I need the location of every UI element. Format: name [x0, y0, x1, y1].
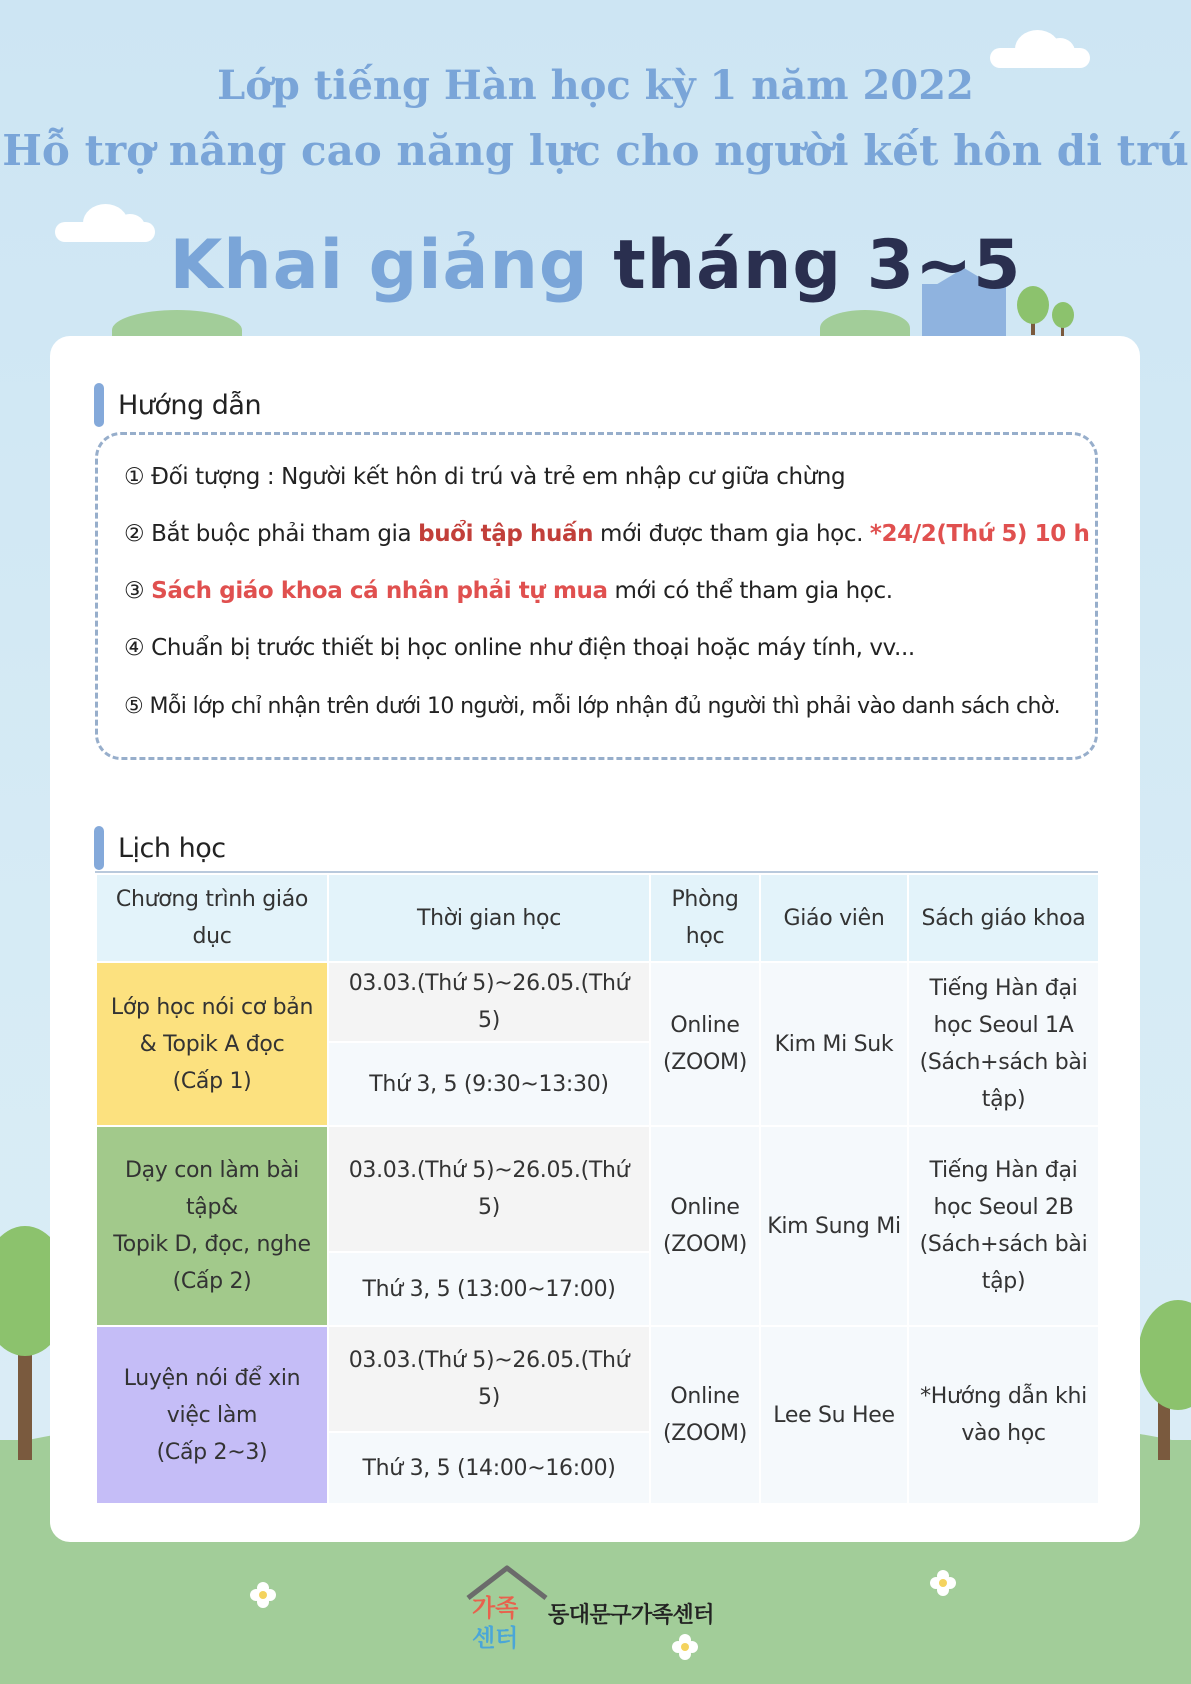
- title-line-3: [0, 226, 1191, 305]
- col-header-time: Thời gian học: [328, 874, 650, 962]
- flower-icon: [928, 1568, 958, 1598]
- book-cell: Tiếng Hàn đại học Seoul 2B (Sách+sách bài tập): [908, 1126, 1099, 1326]
- item-text-red: Sách giáo khoa cá nhân phải tự mua: [151, 578, 608, 604]
- section-bar: [94, 826, 104, 870]
- guide-item-3: [124, 578, 893, 604]
- guide-item-4: [124, 635, 915, 661]
- title-line-2: Hỗ trợ nâng cao năng lực cho người kết hôn di trú: [2, 126, 1189, 175]
- item-text-bold: buổi tập huấn: [418, 521, 594, 547]
- col-header-room: Phòng học: [650, 874, 760, 962]
- section-bar: [94, 383, 104, 427]
- date-cell: 03.03.(Thứ 5)~26.05.(Thứ 5): [328, 962, 650, 1042]
- teacher-cell: Lee Su Hee: [760, 1326, 908, 1504]
- guide-section-header: [94, 383, 261, 427]
- time-cell: Thứ 3, 5 (14:00~16:00): [328, 1432, 650, 1504]
- item-text: Mỗi lớp chỉ nhận trên dưới 10 người, mỗi lớp nhận đủ người thì phải vào danh sách chờ.: [149, 694, 1061, 719]
- program-cell: Luyện nói để xin việc làm (Cấp 2~3): [96, 1326, 328, 1504]
- table-row: [96, 962, 1099, 1042]
- title-highlight: Khai giảng: [169, 226, 589, 305]
- item-text-post: mới được tham gia học.: [593, 521, 870, 547]
- room-cell: Online (ZOOM): [650, 1126, 760, 1326]
- org-name: 동대문구가족센터: [548, 1603, 715, 1628]
- col-header-teacher: Giáo viên: [760, 874, 908, 962]
- room-cell: Online (ZOOM): [650, 1326, 760, 1504]
- schedule-heading: Lịch học: [118, 832, 226, 864]
- col-header-book: Sách giáo khoa: [908, 874, 1099, 962]
- flower-icon: [670, 1632, 700, 1662]
- title-line-1: Lớp tiếng Hàn học kỳ 1 năm 2022: [217, 62, 974, 109]
- item-text-post: mới có thể tham gia học.: [607, 578, 893, 604]
- teacher-cell: Kim Mi Suk: [760, 962, 908, 1126]
- item-text-pre: Bắt buộc phải tham gia: [151, 521, 419, 547]
- item-number: ②: [124, 521, 145, 547]
- room-cell: Online (ZOOM): [650, 962, 760, 1126]
- col-header-program: Chương trình giáo dục: [96, 874, 328, 962]
- item-number: ①: [124, 464, 145, 490]
- schedule-section-header: [94, 826, 226, 870]
- guide-item-1: [124, 464, 845, 490]
- guide-item-5: [124, 694, 1060, 719]
- date-cell: 03.03.(Thứ 5)~26.05.(Thứ 5): [328, 1126, 650, 1252]
- time-cell: Thứ 3, 5 (13:00~17:00): [328, 1252, 650, 1326]
- program-cell: Dạy con làm bài tập& Topik D, đọc, nghe (Cấp 2): [96, 1126, 328, 1326]
- table-row: [96, 1326, 1099, 1432]
- tree-icon: [1052, 302, 1074, 328]
- item-note: *24/2(Thứ 5) 10 h: [869, 521, 1090, 547]
- schedule-table: [95, 873, 1100, 1505]
- item-number: ③: [124, 578, 145, 604]
- flower-icon: [248, 1580, 278, 1610]
- logo-text-bottom: 센터: [472, 1624, 519, 1652]
- guide-heading: Hướng dẫn: [118, 389, 262, 421]
- item-text: Đối tượng : Người kết hôn di trú và trẻ em nhập cư giữa chừng: [144, 464, 846, 490]
- table-header-row: [96, 874, 1099, 962]
- date-cell: 03.03.(Thứ 5)~26.05.(Thứ 5): [328, 1326, 650, 1432]
- logo-text-top: 가족: [472, 1594, 519, 1622]
- program-cell: Lớp học nói cơ bản & Topik A đọc (Cấp 1): [96, 962, 328, 1126]
- guide-item-2: [124, 521, 1089, 547]
- family-center-logo-icon: [462, 1562, 552, 1652]
- book-cell: Tiếng Hàn đại học Seoul 1A (Sách+sách bài tập): [908, 962, 1099, 1126]
- time-cell: Thứ 3, 5 (9:30~13:30): [328, 1042, 650, 1126]
- book-cell: *Hướng dẫn khi vào học: [908, 1326, 1099, 1504]
- item-number: ④: [124, 635, 145, 661]
- title-dark: tháng 3~5: [613, 226, 1022, 305]
- teacher-cell: Kim Sung Mi: [760, 1126, 908, 1326]
- table-row: [96, 1126, 1099, 1252]
- item-text: Chuẩn bị trước thiết bị học online như điện thoại hoặc máy tính, vv...: [151, 635, 915, 661]
- item-number: ⑤: [124, 694, 144, 719]
